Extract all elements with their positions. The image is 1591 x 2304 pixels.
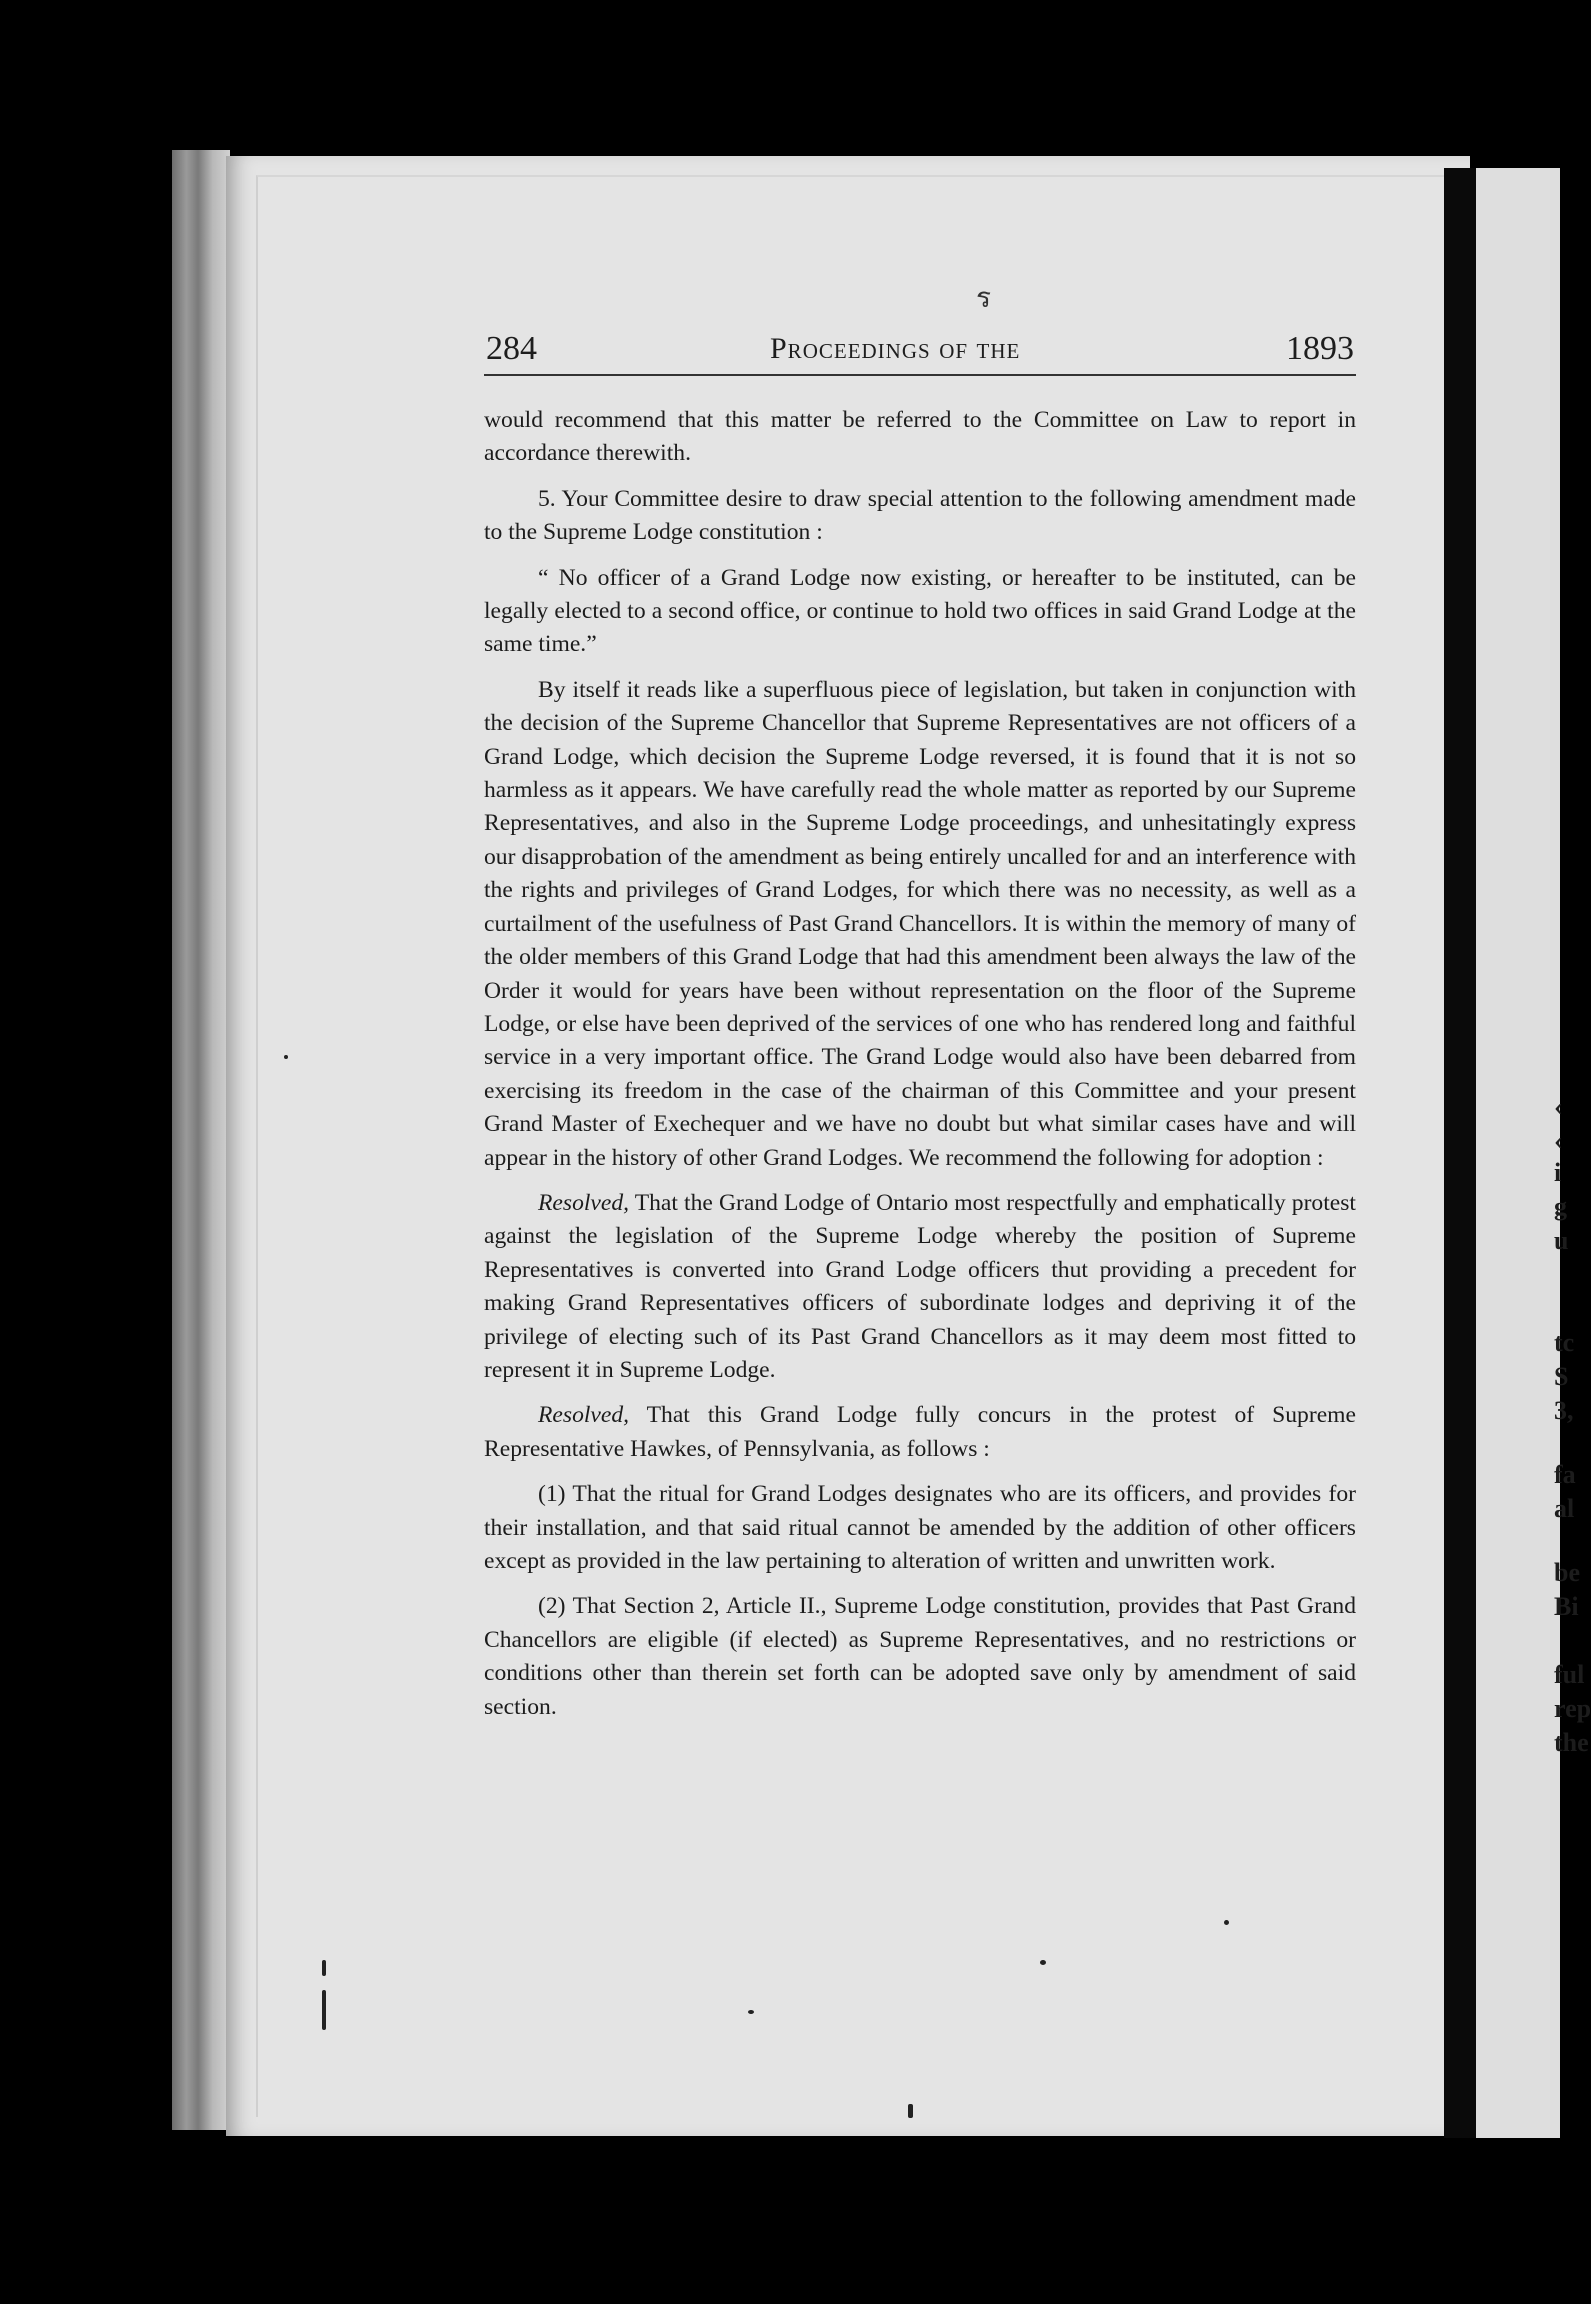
adjacent-page-edge — [1476, 168, 1591, 2138]
adjacent-page-fragment: be — [1554, 1558, 1580, 1587]
scan-artifact — [748, 2010, 754, 2014]
top-margin-mark: ร — [976, 283, 992, 314]
scan-artifact — [908, 2104, 913, 2118]
resolved-label: Resolved, — [538, 1402, 630, 1429]
scan-artifact — [1224, 1920, 1229, 1925]
paragraph-text: (2) That Section 2, Article II., Supreme Lodge constitution, provides that Past Grand Chancellors are eligible (if elected) as Supreme Representatives, and no restrictions or conditions other than therein set forth can be adopted save only by amendment of said section. — [484, 1593, 1356, 1720]
scan-artifact — [284, 1055, 288, 1059]
scan-artifact — [1040, 1960, 1046, 1965]
adjacent-page-fragment: rep — [1554, 1694, 1591, 1723]
protest-item — [484, 1590, 1356, 1724]
page-body-text — [484, 404, 1356, 1736]
adjacent-page-fragment: Bi — [1554, 1592, 1579, 1621]
adjacent-page-fragment: ful — [1554, 1660, 1585, 1689]
quoted-amendment — [484, 562, 1356, 662]
resolution-paragraph — [484, 1399, 1356, 1466]
running-header — [484, 330, 1356, 376]
paragraph-text: “ No officer of a Grand Lodge now existing, or hereafter to be instituted, can be legally elected to a second office, or continue to hold two offices in said Grand Lodge at the same time.” — [484, 564, 1356, 658]
adjacent-page-fragment: g — [1554, 1192, 1567, 1221]
paragraph-text: would recommend that this matter be referred to the Committee on Law to report in accordance therewith. — [484, 407, 1356, 467]
adjacent-page-fragment: ‹ — [1554, 1092, 1563, 1121]
adjacent-page-fragment: ‹ — [1554, 1126, 1563, 1155]
adjacent-page-fragment: i — [1554, 1158, 1562, 1187]
adjacent-page-fragment: the — [1554, 1728, 1589, 1757]
paragraph-text: That this Grand Lodge fully concurs in the protest of Supreme Representative Hawkes, of Pennsylvania, as follows : — [484, 1402, 1356, 1462]
adjacent-page-fragment: u — [1554, 1226, 1569, 1255]
paragraph — [484, 483, 1356, 550]
paragraph — [484, 674, 1356, 1175]
adjacent-page-fragment: al — [1554, 1494, 1575, 1523]
scan-artifact — [322, 1990, 326, 2030]
book-binding-gutter — [172, 150, 230, 2130]
adjacent-page-fragment: S — [1554, 1362, 1569, 1391]
running-title: Proceedings of the — [770, 332, 1021, 365]
adjacent-page-fragment: tc — [1554, 1328, 1575, 1357]
protest-item — [484, 1478, 1356, 1578]
paragraph-text: By itself it reads like a superfluous piece of legislation, but taken in conjunction with the decision of the Supreme Chancellor that Supreme Representatives are not officers of a Grand Lodge, which decision the Supreme Lodge reversed, it is found that it is not so harmless as it appears. We have carefully read the whole matter as reported by our Supreme Representatives, and also in the Supreme Lodge proceedings, and unhesitatingly express our disapprobation of the amendment as being entirely uncalled for and an interference with the rights and privileges of Grand Lodges, for which there was no necessity, as well as a curtailment of the usefulness of Past Grand Chancellors. It is within the memory of many of the older members of this Grand Lodge that had this amendment been always the law of the Order it would for years have been without representation on the floor of the Supreme Lodge, or else have been deprived of the services of one who has rendered long and faithful service in a very important office. The Grand Lodge would also have been debarred from exercising its freedom in the case of the chairman of this Committee and your present Grand Master of Exechequer and we have no doubt but what similar cases have and will appear in the history of other Grand Lodges. We recommend the following for adoption : — [484, 676, 1356, 1171]
page-fold-shadow — [1444, 168, 1476, 2138]
paragraph-text: (1) That the ritual for Grand Lodges designates who are its officers, and provides for their installation, and that said ritual cannot be amended by the addition of other officers except as provided in the law pertaining to alteration of written and unwritten work. — [484, 1481, 1356, 1574]
resolved-label: Resolved, — [538, 1189, 630, 1216]
header-year: 1893 — [1286, 330, 1354, 367]
paragraph-text: 5. Your Committee desire to draw special attention to the following amendment made to the Supreme Lodge constitution : — [484, 485, 1356, 546]
paragraph-text: That the Grand Lodge of Ontario most respectfully and emphatically protest against the legislation of the Supreme Lodge whereby the position of Supreme Representatives is converted into Grand Lodge officers thut providing a precedent for making Grand Representatives officers of subordinate lodges and depriving it of the privilege of electing such of its Past Grand Chancellors as it may deem most fitted to represent it in Supreme Lodge. — [484, 1189, 1356, 1383]
scan-artifact — [322, 1960, 326, 1976]
adjacent-page-fragment: fa — [1554, 1460, 1576, 1489]
adjacent-page-fragment: 3, — [1554, 1396, 1574, 1425]
page-number: 284 — [486, 330, 537, 367]
resolution-paragraph — [484, 1187, 1356, 1387]
paragraph — [484, 404, 1356, 471]
